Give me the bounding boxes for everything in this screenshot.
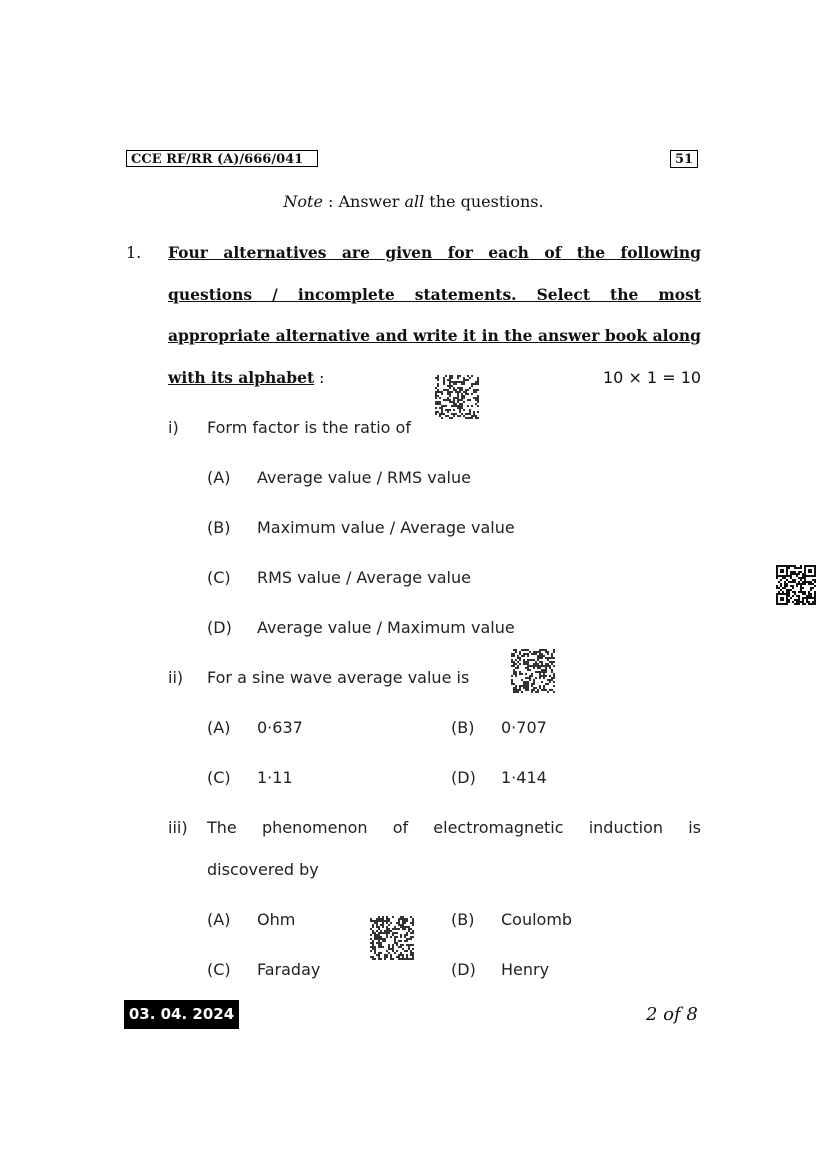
qr-code-icon	[370, 916, 414, 960]
subq-iii-text-line2: discovered by	[207, 860, 319, 879]
subq-ii-number: ii)	[168, 668, 184, 687]
note-label: Note	[283, 192, 323, 211]
note-line	[0, 192, 827, 211]
note-colon: :	[322, 192, 339, 211]
note-pre: Answer	[338, 192, 405, 211]
marks-allocation: 10 × 1 = 10	[603, 368, 702, 387]
instruction-line-2: questions / incomplete statements. Select the most	[168, 285, 701, 304]
word: of	[392, 818, 409, 837]
instruction-line-1: Four alternatives are given for each of the following	[168, 243, 701, 262]
instruction-line-4	[168, 368, 324, 387]
option-text: Average value / Maximum value	[257, 618, 515, 637]
option-text: 1·11	[257, 768, 293, 787]
option-text: Henry	[501, 960, 550, 979]
qr-code-icon	[776, 565, 816, 605]
note-emph: all	[404, 192, 425, 211]
subq-iii-number: iii)	[168, 818, 188, 837]
option-text: 1·414	[501, 768, 547, 787]
instruction-line-3: appropriate alternative and write it in the answer book along	[168, 326, 701, 345]
page-of: 2 of 8	[646, 1004, 698, 1025]
option-text: Coulomb	[501, 910, 573, 929]
paper-code: CCE RF/RR (A)/666/041	[126, 150, 318, 167]
option-text: Average value / RMS value	[257, 468, 471, 487]
subq-iii-text-line1	[207, 818, 701, 837]
subq-i-text: Form factor is the ratio of	[207, 418, 411, 437]
note-post: the questions.	[424, 192, 544, 211]
option-label: (D)	[207, 618, 232, 637]
subq-ii-text: For a sine wave average value is	[207, 668, 470, 687]
word: induction	[588, 818, 664, 837]
exam-date: 03. 04. 2024	[124, 1000, 239, 1029]
option-text: Ohm	[257, 910, 296, 929]
option-label: (B)	[451, 718, 475, 737]
question-number: 1.	[126, 243, 142, 262]
subq-i-number: i)	[168, 418, 179, 437]
option-label: (D)	[451, 768, 476, 787]
instruction-line-4-text: with its alphabet	[168, 368, 315, 387]
option-label: (C)	[207, 568, 231, 587]
word: is	[688, 818, 701, 837]
option-label: (C)	[207, 960, 231, 979]
option-label: (A)	[207, 718, 231, 737]
option-text: Faraday	[257, 960, 321, 979]
word: electromagnetic	[433, 818, 564, 837]
option-label: (B)	[207, 518, 231, 537]
option-label: (B)	[451, 910, 475, 929]
option-label: (D)	[451, 960, 476, 979]
page-number-box: 51	[670, 150, 698, 168]
option-text: 0·707	[501, 718, 547, 737]
qr-code-icon	[511, 649, 555, 693]
option-label: (A)	[207, 468, 231, 487]
instruction-tail: :	[314, 369, 325, 387]
option-label: (A)	[207, 910, 231, 929]
word: The	[207, 818, 237, 837]
qr-code-icon	[435, 375, 479, 419]
option-text: 0·637	[257, 718, 303, 737]
option-text: RMS value / Average value	[257, 568, 471, 587]
word: phenomenon	[261, 818, 368, 837]
option-text: Maximum value / Average value	[257, 518, 515, 537]
option-label: (C)	[207, 768, 231, 787]
